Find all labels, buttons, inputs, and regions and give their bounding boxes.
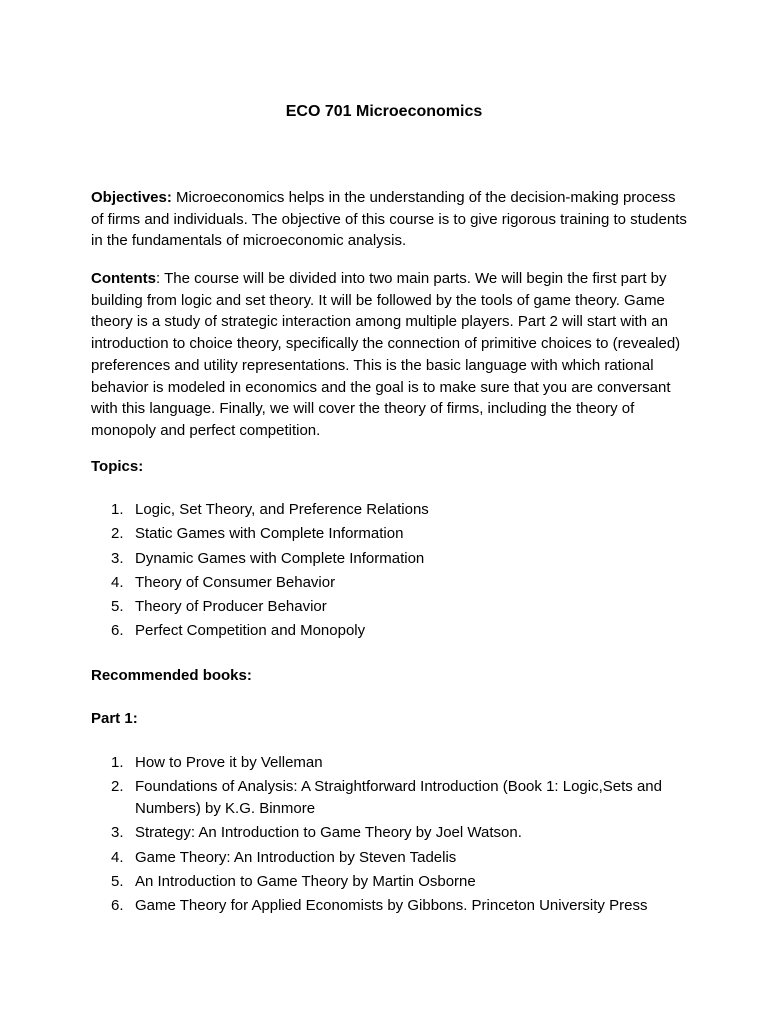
list-number: 1. xyxy=(111,501,124,518)
list-item-text: Game Theory for Applied Economists by Gibbons. Princeton University Press xyxy=(135,897,648,915)
topics-heading: Topics: xyxy=(91,458,144,475)
contents-text: : The course will be divided into two main parts. We will begin the first part by building from logic and set theory. It will be followed by the tools of game theory. Game theory is a study of strategic interaction among multiple players. Part 2 will start with an introduction to choice theory, specifically the connection of primitive choices to (revealed) preferences and utility representations. This is the basic language with which rational behavior is modeled in economics and the goal is to make sure that you are conversant with this language. Finally, we will cover the theory of firms, including the theory of monopoly and perfect competition. xyxy=(91,270,681,439)
list-item-text: Dynamic Games with Complete Information xyxy=(135,549,425,567)
list-item xyxy=(91,620,681,642)
list-item-text: An Introduction to Game Theory by Martin Osborne xyxy=(135,872,476,890)
objectives-label: Objectives: xyxy=(91,189,172,206)
list-item-text: Game Theory: An Introduction by Steven Tadelis xyxy=(135,848,457,866)
list-number: 4. xyxy=(111,573,124,591)
list-item xyxy=(91,776,681,819)
list-item xyxy=(91,871,681,893)
objectives-paragraph xyxy=(91,187,691,252)
objectives-text: Microeconomics helps in the understanding of the decision-making process of firms and individuals. The objective of this course is to give rigorous training to students in the fundamentals of microeconomic analysis. xyxy=(91,189,687,250)
list-number: 2. xyxy=(111,525,124,543)
list-number: 1. xyxy=(111,754,124,771)
list-item xyxy=(91,822,681,844)
list-item xyxy=(91,523,681,545)
list-item-text: Theory of Producer Behavior xyxy=(135,598,327,616)
list-number: 4. xyxy=(111,848,124,866)
list-item-text: How to Prove it by Velleman xyxy=(135,754,323,771)
list-item xyxy=(91,499,681,521)
topics-list xyxy=(91,499,681,645)
list-number: 5. xyxy=(111,598,124,616)
part1-heading: Part 1: xyxy=(91,710,138,727)
list-item xyxy=(91,847,681,869)
list-item-text: Foundations of Analysis: A Straightforward Introduction (Book 1: Logic,Sets and Numbers) by K.G. Binmore xyxy=(135,778,662,817)
contents-paragraph xyxy=(91,268,691,442)
list-item-text: Strategy: An Introduction to Game Theory by Joel Watson. xyxy=(135,824,522,842)
contents-label: Contents xyxy=(91,270,156,287)
list-item xyxy=(91,548,681,570)
list-number: 6. xyxy=(111,897,124,915)
part1-books-list xyxy=(91,752,681,919)
list-item xyxy=(91,596,681,618)
list-item xyxy=(91,572,681,594)
list-number: 5. xyxy=(111,872,124,890)
list-item-text: Logic, Set Theory, and Preference Relations xyxy=(135,501,429,518)
list-item xyxy=(91,752,681,774)
recommended-books-heading: Recommended books: xyxy=(91,667,252,684)
list-number: 3. xyxy=(111,824,124,842)
list-item-text: Perfect Competition and Monopoly xyxy=(135,622,366,640)
document-title: ECO 701 Microeconomics xyxy=(285,103,483,120)
list-item-text: Static Games with Complete Information xyxy=(135,525,404,543)
list-item xyxy=(91,895,681,917)
list-number: 3. xyxy=(111,549,124,567)
list-item-text: Theory of Consumer Behavior xyxy=(135,573,336,591)
list-number: 6. xyxy=(111,622,124,640)
list-number: 2. xyxy=(111,778,124,796)
